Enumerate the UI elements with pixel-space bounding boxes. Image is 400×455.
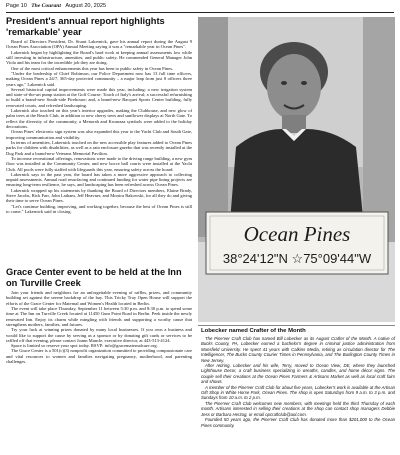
newspaper-name: The Courant — [31, 3, 61, 9]
article-paragraph: "Under the leadership of Chief Robinson, our Police Department now has 13 full time officers, making Ocean Pines a 24/7, 365-day protected community – a major leap from just 8 officers three years ago," Lakernick said. — [6, 70, 192, 87]
caption-paragraph: Founded 50 years ago, the Pine'eer Craft Club has donated more than $201,000 to the Ocean Pines community. — [201, 417, 395, 428]
article-paragraph: To increase recreational offerings, renovations were made to the driving range building, a new gym floor was installed at the Community Center, and new bocce ball courts were installed at the Yacht Club. All pools were fully staffed with lifeguards this year, ensuring safety across the board. — [6, 155, 192, 172]
article-paragraph: Ocean Pines' electronic sign system was also expanded this year to the Yacht Club and South Gate, improving communication and visibility. — [6, 129, 192, 140]
article-body — [6, 290, 192, 364]
article-grace-center — [6, 267, 192, 364]
caption-paragraph: The Pine'eer Craft Club has named Bill Lobecker as its August Crafter of the Month. A native of Bucks County, PA, Lobecker earned a bachelor's degree in criminal justice administration from Mansfield University. He spent 41 years with Calkins Media, retiring as circulation director for The Intelligencer, The Bucks County Courier Times in Pennsylvania, and The Burlington County Times in New Jersey. — [201, 336, 395, 363]
page-number: Page 10 — [6, 3, 27, 9]
article-headline: President's annual report highlights 'remarkable' year — [6, 16, 165, 37]
article-paragraph: The Grace Center is a 501(c)(3) nonprofit organization committed to providing compassionate care and vital resources to women and families navigating pregnancy, motherhood, and parenting challenges. — [6, 348, 192, 365]
sign-coordinates: 38°24'12"N ☆75°09'44"W — [222, 251, 372, 266]
article-paragraph: Lakernick wrapped up his statements by thanking the Board of Directors members, Elaine Brady, Steve Jacobs, Rick Farr, John Latham, Jeff Heavner, and Monica Rakowski, for all they do and giving their time to serve Ocean Pines. — [6, 187, 192, 204]
issue-date: August 20, 2025 — [65, 3, 107, 9]
header-rule — [6, 12, 394, 13]
photo-caption — [201, 336, 395, 428]
article-paragraph: The event will take place Thursday, September 11 between 5:30 p.m. and 8:30 p.m. to spend some time at The Inn on Turville Creek located at 11450 Gum Point Road in Berlin. Peek inside the newly renovated Inn. Enjoy its charm while mingling with friends and supporting a worthy cause that strengthens mothers, families, and futures. — [6, 305, 192, 327]
article-paragraph: "Let's continue building, improving, and working together, because the best of Ocean Pines is still to come," Lakernick said in closing. — [6, 203, 192, 214]
article-paragraph: Lakernick also touched on this year's interior upgrades, making the Clubhouse, and new glow of palm trees at the Beach Club, in addition to new cherry trees and sunflower displays at North Gate. To reflect the diversity of the community, a Menorah and Kwanzaa symbols were added to the holiday decorations. — [6, 108, 192, 129]
article-presidents-report — [6, 16, 192, 214]
caption-paragraph: The Pine'eer Craft Club welcomes new members, with meetings held the third Thursday of each month. Artisans interested in selling their creations at the shop can contact shop managers Debbie Jess or Barbara Herzog, or email opcraftclub@aol.com. — [201, 400, 395, 417]
article-paragraph: Lakernick says in the past year, the board has taken a more aggressive approach to collecting unpaid assessments. Annual road resurfacing and continued funding for water pipe lining projects are ensuring long-term resilience, he says, and landscaping has been refreshed across Ocean Pines. — [6, 171, 192, 188]
article-paragraph: Try your luck at winning prizes donated by many local businesses. If you own a business and would like to support the cause by serving as a sponsor or by donating gift cards or services to be raffled off that evening, please contact Joann Mancle, executive director, at 443-513-4124. — [6, 327, 192, 343]
article-paragraph: Join your friends and neighbors for an unforgettable evening of raffles, prizes, and community building set against the serene backdrop of the bay. This Tricky Tray Open House will support the efforts of the Grace Center for Maternal and Women's Health located in Berlin. — [6, 290, 192, 306]
article-paragraph: Lakernick began by highlighting the Board's hard work at keeping annual assessments low while still investing in infrastructure, amenities, and public safety. He commended General Manager John Viola and his team for the incredible job they are doing. — [6, 49, 192, 66]
photo-rule — [198, 325, 395, 326]
caption-paragraph: After retiring, Lobecker and his wife, Terry, moved to Ocean View, DE, where they launched Lighthouse Decor, a craft business specializing in wreaths, candles, and home décor signs. The couple sell their creations at the Ocean Pines Farmers & Artisans Market as well as local craft fairs and shows. — [201, 363, 395, 385]
caption-paragraph: A member of the Pine'eer Craft Club for about five years, Lobecker's work is available at the Artisan Gift Shop in White Horse Park, Ocean Pines. The shop is open Saturdays from 9 a.m. to 3 p.m. and Sundays from 10 a.m. to 2 p.m. — [201, 384, 395, 401]
crafter-photo — [198, 17, 395, 322]
article-paragraph: Several historical capital improvements were made this year, including: a new irrigation system and state-of-the-art pump station at the Golf Course; Touch of Italy's arrival; a successful refurnishing to build a brand-new South-side Firehouse; and, a brand-new Racquet Sports Center building, fully renovated courts, and refreshed landscaping. — [6, 86, 192, 108]
article-paragraph: Board of Directors President, Dr. Stuart Lakernick, gave his annual report during the August 9 Ocean Pines Association (OPA) Annual Meeting saying it was a "remarkable year in Ocean Pines". — [6, 39, 192, 50]
caption-headline: Lobecker named Crafter of the Month — [201, 328, 306, 334]
article-paragraph: One of the most critical enhancements this year has been to public safety in Ocean Pines. — [11, 65, 174, 71]
article-paragraph: Space is limited so reserve your spot today. RSVP: info@gracematernalcare.org. — [11, 343, 158, 349]
article-body — [6, 39, 192, 214]
photo-illustration — [198, 17, 395, 322]
article-paragraph: In terms of amenities, Lakernick touched on the new accessible play features added to Ocean Pines parks for children with disabilities, as well as a rain enclosure gazebo that was recently installed at the Dog Park and a brand-new Veterans Memorial Pavilion. — [6, 139, 192, 156]
article-headline: Grace Center event to be held at the Inn on Turville Creek — [6, 267, 182, 288]
sign-name: Ocean Pines — [243, 222, 351, 246]
